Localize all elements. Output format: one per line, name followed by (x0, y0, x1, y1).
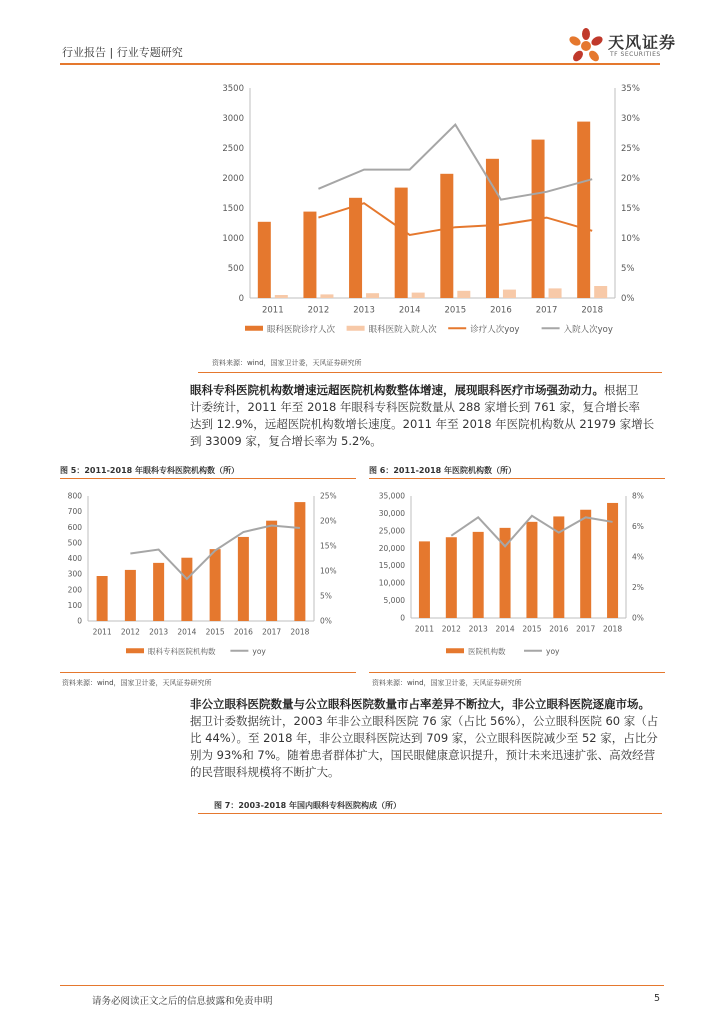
paragraph-1 (190, 382, 662, 450)
y-tick-label: 0 (400, 613, 405, 623)
paragraph-1-line-3: 到 33009 家，复合增长率为 5.2%。 (190, 434, 382, 448)
y2-tick-label: 8% (632, 491, 644, 501)
figure-6-title: 图 6：2011-2018 年医院机构数（所） (369, 466, 516, 475)
legend-swatch (347, 326, 365, 331)
x-tick-label: 2017 (576, 624, 596, 634)
chart2-source: 资料来源：wind，国家卫计委，天风证券研究所 (62, 679, 212, 687)
y-tick-label: 3000 (222, 113, 244, 124)
y-tick-label: 800 (67, 491, 82, 501)
legend-label: 诊疗人次yoy (470, 325, 520, 335)
chart1-rule (198, 372, 662, 373)
figure-7-title-rule (198, 813, 662, 814)
y2-tick-label: 20% (621, 173, 640, 184)
paragraph-2-lead: 非公立眼科医院数量与公立眼科医院数量市占率差异不断拉大，非公立眼科医院逐鹿市场。 (190, 697, 650, 711)
y-tick-label: 0 (77, 616, 82, 626)
x-tick-label: 2015 (522, 624, 542, 634)
y-tick-label: 100 (67, 600, 82, 610)
legend-swatch (126, 648, 144, 653)
paragraph-1-lead: 眼科专科医院机构数增速远超医院机构数整体增速，展现眼科医疗市场强劲动力。 (190, 383, 604, 397)
legend-label: yoy (252, 647, 266, 656)
y-tick-label: 20,000 (378, 543, 405, 553)
x-tick-label: 2011 (261, 305, 284, 316)
y2-tick-label: 25% (621, 143, 640, 154)
y2-tick-label: 2% (632, 583, 644, 592)
bar (412, 293, 425, 298)
chart-hospitals (366, 486, 666, 666)
page-number: 5 (654, 993, 661, 1004)
y-tick-label: 200 (67, 585, 82, 595)
y-tick-label: 700 (67, 507, 82, 517)
legend-label: 眼科专科医院机构数 (148, 647, 216, 656)
y-tick-label: 2000 (222, 173, 244, 184)
y2-tick-label: 25% (320, 491, 337, 501)
bar (153, 563, 164, 621)
chart-eye-hospitals (56, 486, 356, 666)
figure-5-title-rule (60, 478, 356, 479)
x-tick-label: 2016 (549, 624, 569, 634)
x-tick-label: 2012 (307, 305, 330, 316)
bar (125, 570, 136, 621)
paragraph-1-line-0: 根据卫 (604, 383, 639, 397)
y2-tick-label: 6% (632, 522, 644, 531)
legend-swatch (446, 648, 464, 653)
y-tick-label: 35,000 (378, 491, 405, 501)
x-tick-label: 2014 (495, 624, 515, 634)
bar (181, 558, 192, 621)
y-tick-label: 1500 (222, 203, 244, 214)
paragraph-2-line-0: 据卫计委数据统计，2003 年非公立眼科医院 76 家（占比 56%），公立眼科医院 60 家（占 (190, 714, 659, 728)
bar (457, 291, 470, 298)
y2-tick-label: 10% (320, 566, 337, 576)
bar (549, 288, 562, 298)
figure-5-title: 图 5：2011-2018 年眼科专科医院机构数（所） (60, 466, 239, 475)
bar (320, 294, 333, 298)
y-tick-label: 1000 (222, 233, 244, 244)
legend-label: 入院人次yoy (563, 325, 613, 335)
x-tick-label: 2017 (262, 627, 282, 637)
x-tick-label: 2013 (353, 305, 375, 316)
x-tick-label: 2018 (603, 624, 623, 634)
bar (473, 532, 484, 618)
x-tick-label: 2015 (205, 627, 225, 637)
bar (526, 522, 537, 618)
tf-logo-icon (566, 26, 606, 66)
x-tick-label: 2017 (535, 305, 558, 316)
x-tick-label: 2014 (398, 305, 421, 316)
y2-tick-label: 4% (632, 552, 644, 562)
y-tick-label: 25,000 (378, 526, 405, 536)
bar (446, 537, 457, 618)
x-tick-label: 2013 (149, 627, 169, 637)
bar (97, 576, 108, 621)
logo-subtext: TF SECURITIES (610, 51, 661, 58)
x-tick-label: 2016 (233, 627, 253, 637)
series-line (318, 125, 592, 200)
y-tick-label: 0 (238, 293, 244, 304)
y-tick-label: 5,000 (383, 596, 405, 606)
paragraph-2-line-1: 比 44%）。至 2018 年，非公立眼科医院达到 709 家，公立眼科医院减少至 52 家，占比分 (190, 731, 658, 745)
y-tick-label: 10,000 (378, 578, 405, 588)
bar (294, 502, 305, 621)
y-tick-label: 500 (67, 538, 82, 548)
bar (419, 541, 430, 618)
bar (503, 290, 516, 298)
chart-visits (195, 80, 665, 350)
y2-tick-label: 0% (320, 616, 332, 626)
x-tick-label: 2011 (92, 627, 112, 637)
figure-6-title-rule (369, 478, 665, 479)
bar (440, 174, 453, 298)
bar (366, 293, 379, 298)
x-tick-label: 2012 (120, 627, 140, 637)
chart1-source: 资料来源：wind，国家卫计委，天风证券研究所 (212, 359, 362, 367)
footer-divider (60, 985, 664, 986)
figure-6-bottom-rule (369, 672, 665, 673)
y-tick-label: 2500 (222, 143, 244, 154)
bar (395, 188, 408, 298)
y2-tick-label: 35% (621, 83, 640, 94)
paragraph-2-line-2: 别为 93%和 7%。随着患者群体扩大，国民眼健康意识提升，预计未来迅速扩张、高效经营 (190, 748, 656, 762)
y-tick-label: 400 (67, 554, 82, 563)
bar (580, 510, 591, 618)
bar (210, 549, 221, 621)
paragraph-1-line-2: 达到 12.9%，远超医院机构数增长速度。2011 年至 2018 年医院机构数从 21979 家增长 (190, 417, 655, 431)
x-tick-label: 2016 (490, 305, 512, 316)
y2-tick-label: 15% (320, 541, 337, 551)
bar (258, 222, 271, 298)
chart3-source: 资料来源：wind，国家卫计委，天风证券研究所 (372, 679, 522, 687)
bar (275, 295, 288, 298)
header-divider (60, 63, 660, 65)
y2-tick-label: 5% (621, 263, 635, 274)
bar (607, 503, 618, 618)
x-tick-label: 2014 (177, 627, 197, 637)
y-tick-label: 300 (67, 569, 82, 579)
legend-swatch (245, 326, 263, 331)
paragraph-1-line-1: 计委统计，2011 年至 2018 年眼科专科医院数量从 288 家增长到 761 家，复合增长率 (190, 400, 641, 414)
bar (303, 212, 316, 298)
paragraph-2 (190, 696, 662, 781)
bar (594, 286, 607, 298)
y2-tick-label: 10% (621, 233, 640, 244)
paragraph-2-line-3: 的民营眼科规模将不断扩大。 (190, 765, 340, 779)
legend-label: yoy (546, 647, 560, 656)
y-tick-label: 600 (67, 522, 82, 532)
legend-label: 眼科医院诊疗人次 (267, 325, 336, 335)
figure-7-title: 图 7：2003-2018 年国内眼科专科医院构成（所） (214, 801, 401, 810)
x-tick-label: 2011 (414, 624, 434, 634)
bar (266, 521, 277, 621)
figure-5-bottom-rule (60, 672, 356, 673)
legend-label: 眼科医院入院人次 (368, 325, 437, 335)
x-tick-label: 2015 (444, 305, 467, 316)
y-tick-label: 500 (227, 263, 244, 274)
y2-tick-label: 30% (621, 113, 640, 124)
y2-tick-label: 5% (320, 591, 332, 601)
logo-text: 天风证券 (608, 33, 677, 52)
bar (577, 122, 590, 298)
x-tick-label: 2012 (441, 624, 461, 634)
y-tick-label: 30,000 (378, 508, 405, 518)
x-tick-label: 2018 (290, 627, 310, 637)
y2-tick-label: 0% (621, 293, 635, 304)
footer-disclaimer: 请务必阅读正文之后的信息披露和免责申明 (92, 996, 273, 1007)
bar (238, 537, 249, 621)
legend-label: 医院机构数 (468, 647, 506, 656)
bar (349, 198, 362, 298)
y2-tick-label: 20% (320, 516, 337, 526)
x-tick-label: 2013 (468, 624, 488, 634)
y2-tick-label: 15% (621, 203, 640, 214)
y-tick-label: 3500 (222, 83, 244, 94)
header-title: 行业报告 | 行业专题研究 (62, 46, 183, 59)
y-tick-label: 15,000 (378, 561, 405, 571)
y2-tick-label: 0% (632, 613, 644, 623)
x-tick-label: 2018 (581, 305, 604, 316)
